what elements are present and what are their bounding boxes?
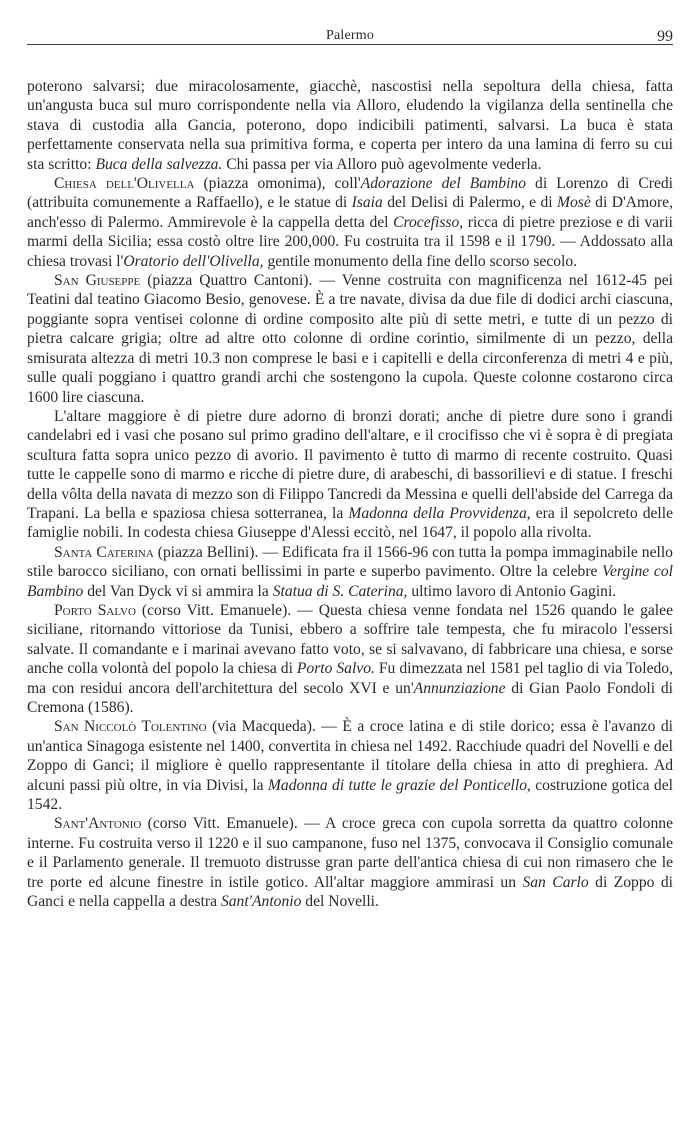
- text-run: (corso Vitt. Emanuele). — A croce greca con cupola sorretta da quattro colonne interne. Fu costruita verso il 1220 e il suo campanone, fuso nel 1375, convocava il Consiglio comunale e il Parlamento generale. Il tremuoto distrusse gran parte dell'antica chiesa di cui non rimasero che le tre porte ed alcune finestre in istile gotico. All'altar maggiore ammirasi un: [27, 815, 673, 891]
- italic-title: Oratorio dell'Olivella,: [123, 252, 264, 270]
- paragraph-altare: [27, 407, 673, 543]
- text-run: Chi passa per via Alloro può agevolmente vederla.: [222, 155, 542, 173]
- entry-heading: Sant'Antonio: [54, 815, 142, 833]
- italic-title: Madonna di tutte le grazie del Ponticello,: [267, 776, 531, 794]
- entry-heading: Chiesa dell'Olivella: [54, 175, 195, 193]
- text-run: (piazza Quattro Cantoni). — Venne costruita con magnificenza nel 1612-45 pei Teatini dal teatino Giacomo Besio, genovese. È a tre navate, divisa da due file di dodici archi ciascuna, poggiante sopra ventisei colonne di ordine composito alte più di sette metri, e tutte di un pezzo di pietra calcare grigia; oltre ad altre otto colonne di ordine corintio, similmente di un pezzo, della smisurata altezza di metri 10.3 non comprese le basi e i capitelli e della circonferenza di metri 4 e più, sulle quali poggiano i quattro grandi archi che sostengono la cupola. Queste colonne costarono circa 1600 lire ciascuna.: [27, 272, 673, 406]
- page-number: 99: [657, 28, 673, 45]
- italic-title: Adorazione del Bambino: [360, 175, 527, 193]
- text-run: del Novelli.: [301, 893, 379, 911]
- text-run: (piazza omonima), coll': [194, 175, 361, 193]
- header-rule: [27, 44, 673, 45]
- paragraph-olivella: [27, 174, 673, 271]
- entry-heading: Porto Salvo: [54, 601, 136, 619]
- italic-title: Statua di S. Caterina,: [272, 582, 408, 600]
- text-run: ultimo lavoro di Antonio Gagini.: [407, 582, 617, 600]
- paragraph-porto-salvo: [27, 601, 673, 717]
- italic-title: Sant'Antonio: [220, 893, 302, 911]
- paragraph-san-niccolo: [27, 717, 673, 814]
- italic-title: Mosè: [557, 194, 591, 212]
- text-run: di D'Amore, anch'esso di Palermo. Ammirevole è la cappella detta del: [27, 194, 673, 231]
- text-run: era il sepolcreto delle famiglie nobili. In codesta chiesa Giuseppe d'Alessi eccitò, nel 1647, il popolo alla rivolta.: [27, 504, 673, 542]
- paragraph-continuation: [27, 77, 673, 174]
- text-run: (piazza Bellini). — Edificata fra il 1566-96 con tutta la pompa immaginabile nello stile barocco siciliano, con ornati bellissimi in parte e superbo pavimento. Oltre la celebre: [27, 543, 673, 581]
- text-run: poterono salvarsi; due miracolosamente, giacchè, nascostisi nella sepoltura della chiesa, fatta un'angusta buca sul muro corrispondente nella via Alloro, eludendo la vigilanza della sentinella che stava di custodia alla Gancia, poterono, dopo indicibili patimenti, salvarsi. La buca è stata perfettamente conservata nella sua primitiva forma, e coperta per intero da una lamina di ferro su cui sta scritto:: [27, 78, 673, 173]
- paragraph-santa-caterina: [27, 543, 673, 601]
- italic-title: Porto Salvo.: [296, 660, 375, 678]
- paragraph-san-giuseppe: [27, 271, 673, 407]
- italic-title: Annunziazione: [413, 679, 506, 697]
- text-run: Fu dimezzata nel 1581 pel taglio di via Toledo, ma con residui ancora dell'architettura del secolo XVI e un': [27, 660, 673, 697]
- text-run: del Delisi di Palermo, e di: [382, 194, 557, 212]
- text-run: (corso Vitt. Emanuele). — Questa chiesa venne fondata nel 1526 quando le galee siciliane, ritornando vittoriose da Tunisi, ebbero a soffrire tale tempesta, che fu miracolo l'essersi salvate. Il comandante e i marinai avevano fatto voto, se si salvavano, di fabbricare una chiesa, e sorse anche colla volontà del popolo la chiesa di: [27, 601, 673, 678]
- running-title: Palermo: [325, 28, 375, 43]
- body-text: [27, 77, 673, 911]
- text-run: (via Macqueda). — È a croce latina e di stile dorico; essa è l'avanzo di un'antica Sinagoga esistente nel 1400, convertita in chiesa nel 1492. Racchiude quadri del Novelli e del Zoppo di Ganci; il migliore è quello rappresentante il titolare della chiesa in atto di preghiera. Ad alcuni passi più oltre, in via Divisi, la: [27, 718, 674, 794]
- text-run: ricca di pietre preziose e di varii marmi della Sicilia; essa costò oltre lire 200,000. Fu costruita tra il 1598 e il 1790. — Addossato alla chiesa trovasi l': [27, 213, 673, 270]
- page-header: [27, 14, 673, 45]
- italic-title: Crocefisso,: [393, 213, 464, 231]
- text-run: del Van Dyck vi si ammira la: [83, 582, 273, 600]
- text-run: di Zoppo di Ganci e nella cappella a destra: [27, 873, 674, 911]
- text-run: di Gian Paolo Fondoli di Cremona (1586).: [27, 679, 673, 716]
- text-run: L'altare maggiore è di pietre dure adorno di bronzi dorati; anche di pietre dure sono i grandi candelabri ed i vasi che posano sul primo gradino dell'altare, e il crocifisso che vi è sopra è di pregiata scultura fatta sopra unico pezzo di avorio. Il pavimento è tutto di marmo di recente costruito. Quasi tutte le cappelle sono di marmo e ricche di pietre dure, di arabeschi, di bassorilievi e di statue. I freschi della vôlta della navata di mezzo son di Filippo Tancredi da Messina e quelli dell'abside del Carrega da Trapani. La bella e spaziosa chiesa sotterranea, la: [27, 407, 673, 522]
- entry-heading: San Giuseppe: [54, 272, 141, 290]
- entry-heading: San Niccolò Tolentino: [54, 718, 207, 736]
- italic-title: Madonna della Provvidenza,: [348, 504, 531, 522]
- paragraph-sant-antonio: [27, 814, 673, 911]
- text-run: costruzione gotica del 1542.: [27, 776, 673, 814]
- italic-title: San Carlo: [522, 873, 589, 891]
- italic-title: Isaia: [351, 194, 383, 212]
- italic-title: Buca della salvezza.: [95, 155, 223, 173]
- text-run: gentile monumento della fine dello scorso secolo.: [263, 252, 578, 270]
- text-run: di Lorenzo di Credi (attribuita comunemente a Raffaello), e le statue di: [27, 175, 673, 212]
- italic-title: Vergine col Bambino: [27, 563, 673, 600]
- entry-heading: Santa Caterina: [54, 543, 154, 561]
